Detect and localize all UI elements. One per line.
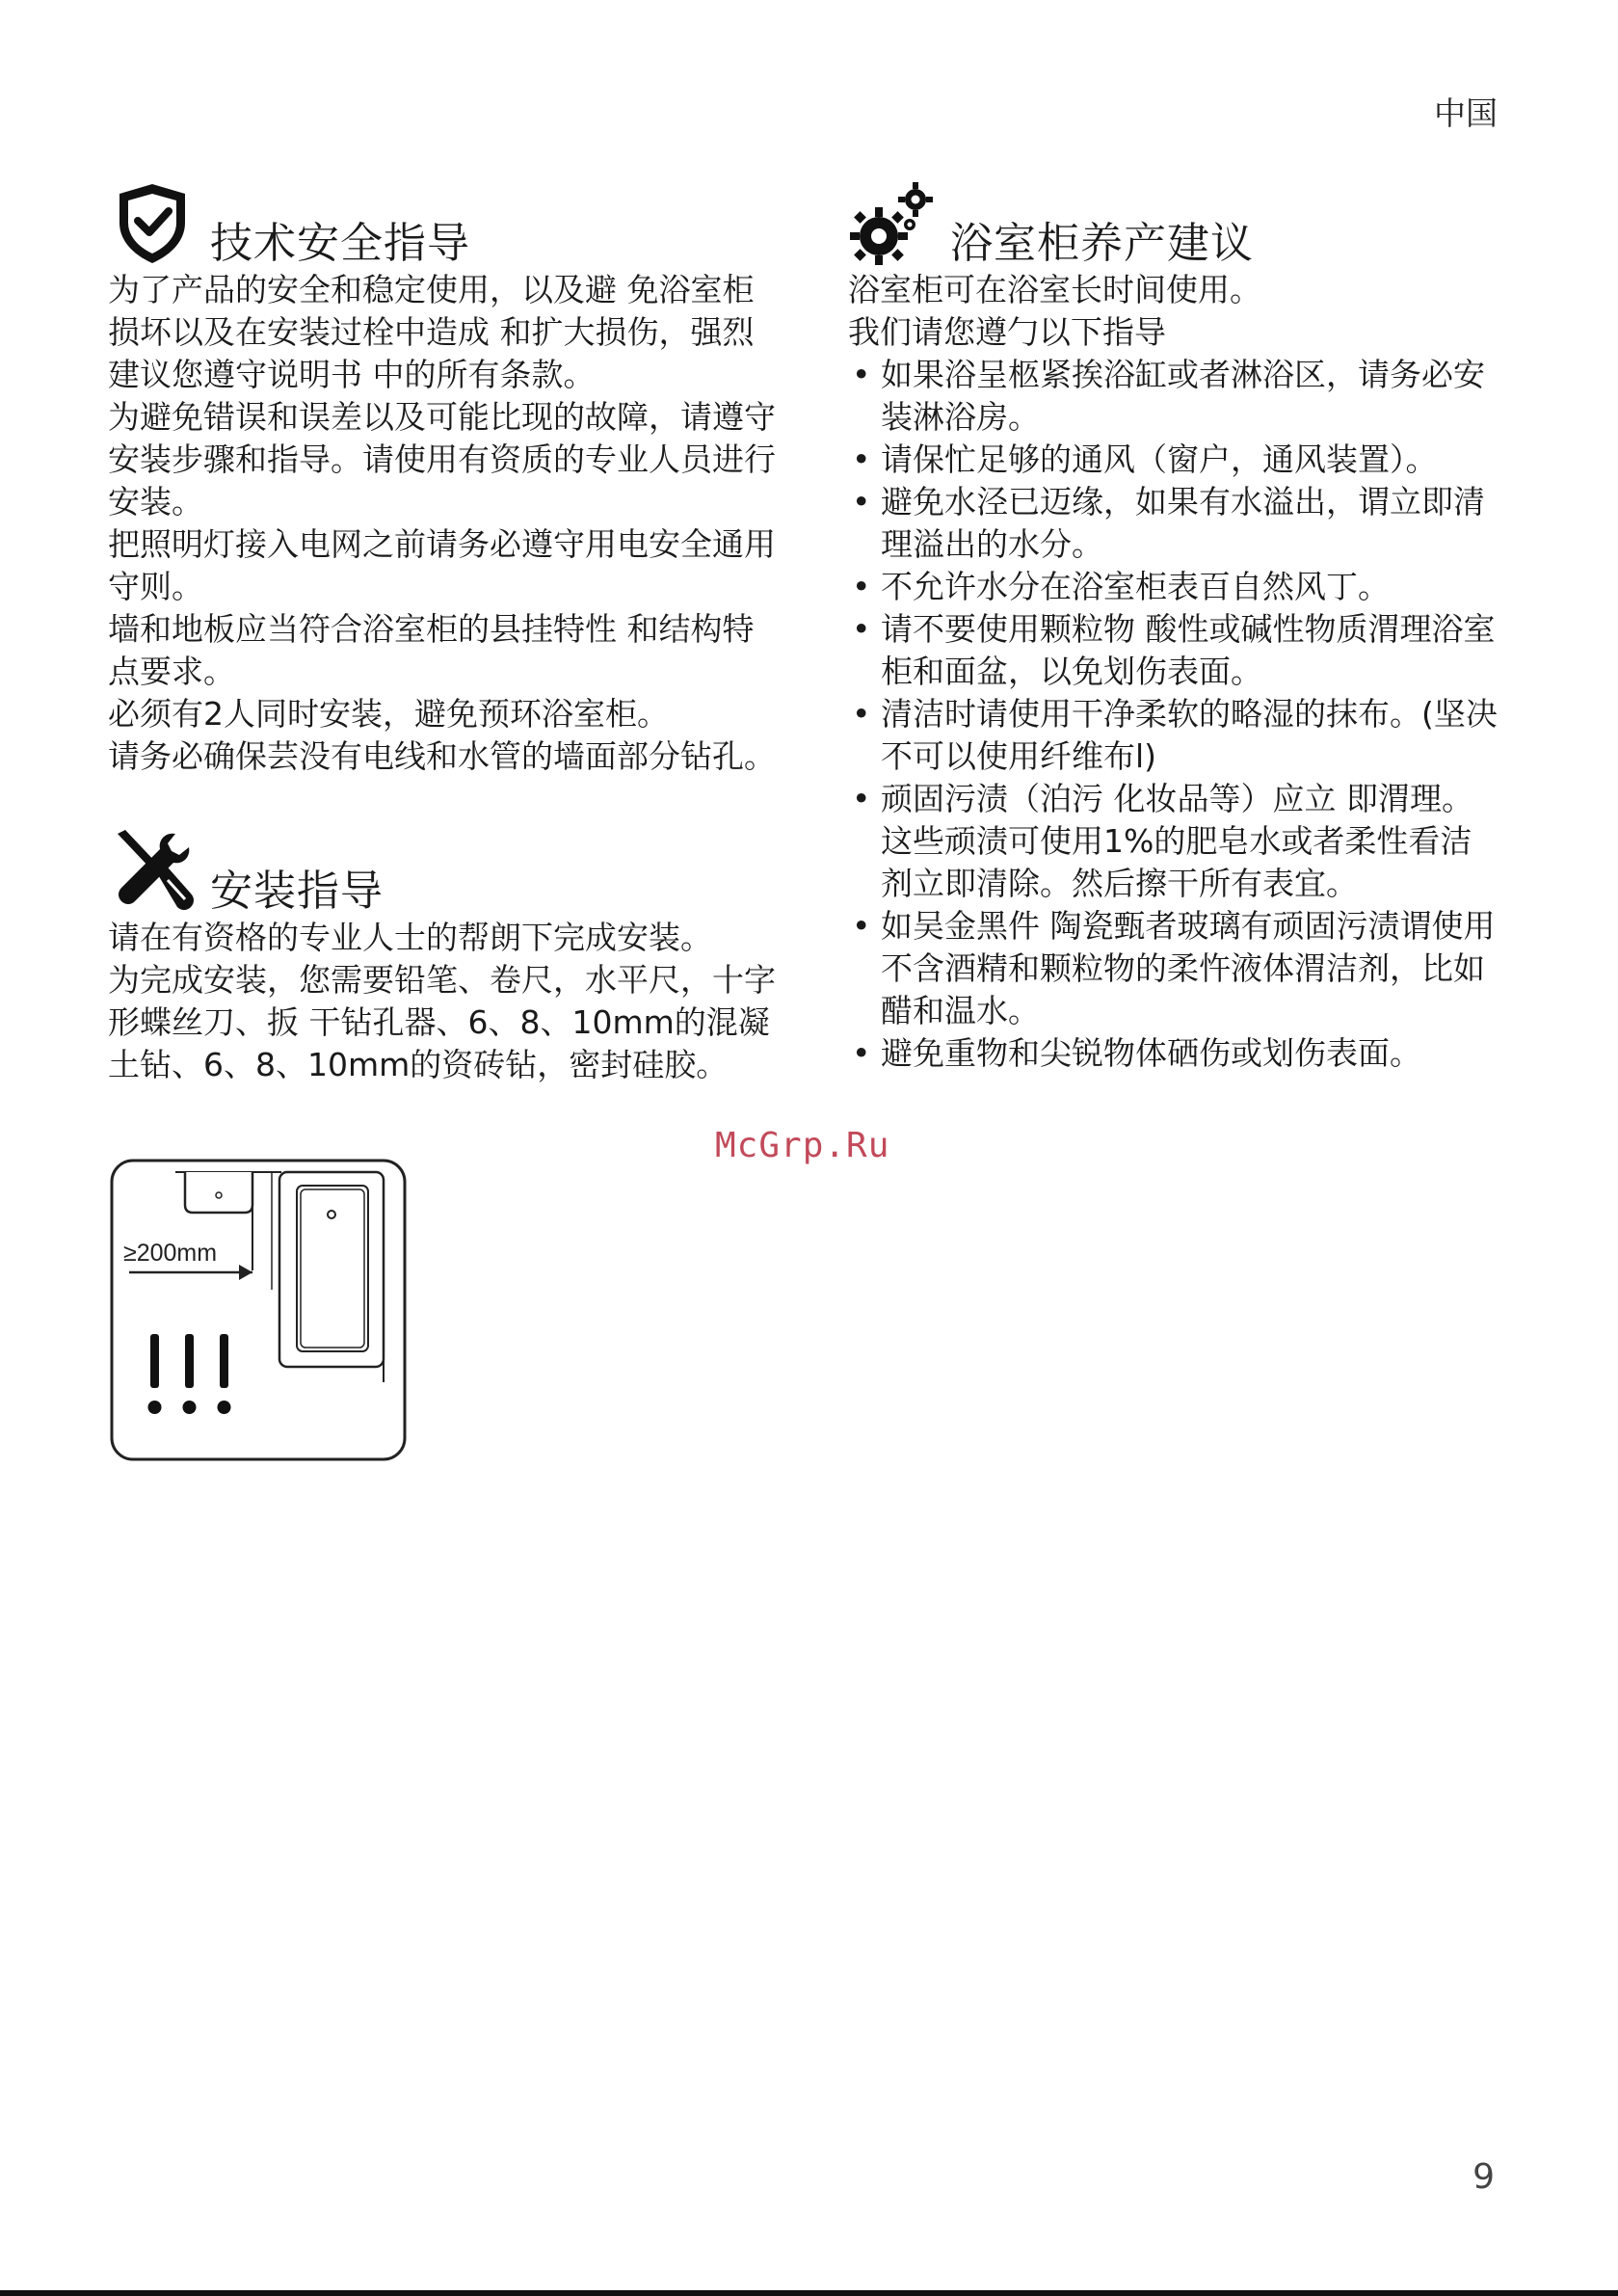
country-label: 中国 xyxy=(1434,94,1498,132)
list-item: • 避免重物和尖锐物体硒伤或划伤表面。 xyxy=(852,1034,1421,1072)
safety-paragraph: 为避免错误和误差以及可能比现的故障，请遵守安装步骤和指导。请使用有资质的专业人员进行安装。 xyxy=(108,398,776,521)
list-item: • 如吴金黑件 陶瓷甄者玻璃有顽固污渍谓使用不含酒精和颗粒物的柔忤液体渭洁剂，比如醋和温水。 xyxy=(852,907,1496,1029)
left-column xyxy=(108,178,782,1086)
list-item: • 不允许水分在浴室柜表百自然风丁。 xyxy=(852,568,1390,605)
safety-paragraph: 请务必确保芸没有电线和水管的墙面部分钻孔。 xyxy=(108,737,776,775)
install-body xyxy=(108,917,782,1086)
safety-paragraph: 必须有2人同时安装，避免预环浴室柜。 xyxy=(108,695,669,733)
gears-icon xyxy=(848,178,937,267)
care-intro: 浴室柜可在浴室长时间使用。 xyxy=(848,271,1261,308)
watermark: McGrp.Ru xyxy=(715,1126,890,1165)
list-item: • 清洁时请使用干净柔软的略湿的抹布。(坚决不可以使用纤维布l) xyxy=(852,695,1498,775)
care-heading xyxy=(848,178,1503,267)
safety-heading xyxy=(108,178,782,267)
install-paragraph: 为完成安装，您需要铅笔、卷尺，水平尺，十字形蝶丝刀、扳 干钻孔器、6、8、10mm的混凝土钻、6、8、10mm的资砖钻，密封硅胶。 xyxy=(108,961,776,1083)
install-paragraph: 请在有资格的专业人士的帮朗下完成安装。 xyxy=(108,919,712,956)
install-title: 安装指导 xyxy=(210,867,384,916)
right-column xyxy=(848,178,1503,1075)
distance-label: ≥200mm xyxy=(123,1240,218,1267)
list-item: • 如果浴呈柩紧挨浴缸或者淋浴区，请务必安装淋浴房。 xyxy=(852,356,1485,436)
list-item: • 请保忙足够的通风（窗户，通风装置）。 xyxy=(852,441,1438,478)
safety-paragraph: 墙和地板应当符合浴室柜的县挂特性 和结构特点要求。 xyxy=(108,610,755,690)
safety-body xyxy=(108,269,782,778)
bottom-rule xyxy=(0,2290,1618,2296)
safety-title: 技术安全指导 xyxy=(210,219,470,268)
safety-paragraph: 把照明灯接入电网之前请务必遵守用电安全通用守则。 xyxy=(108,525,776,605)
list-item: • 顽固污渍（泊污 化妆品等）应立 即渭理。这些顽渍可使用1%的肥皂水或者柔性看洁剂立即清除。然后擦干所有表宜。 xyxy=(852,780,1473,902)
safety-paragraph: 为了产品的安全和稳定使用，以及避 免浴室柜损坏以及在安装过栓中造成 和扩大损伤，强烈建议您遵守说明书 中的所有条款。 xyxy=(108,271,755,393)
list-item: • 请不要使用颗粒物 酸性或碱性物质渭理浴室柜和面盆，以免划伤表面。 xyxy=(852,610,1496,690)
wrench-screwdriver-icon xyxy=(108,826,197,915)
care-list xyxy=(848,354,1503,1075)
page-number: 9 xyxy=(1472,2157,1495,2197)
install-heading xyxy=(108,826,782,915)
care-title: 浴室柜养产建议 xyxy=(950,219,1254,268)
list-item: • 避免水泾已迈缘，如果有水溢出，谓立即清理溢出的水分。 xyxy=(852,483,1485,563)
shield-check-icon xyxy=(108,178,197,267)
clearance-diagram xyxy=(108,1155,409,1463)
care-intro: 我们请您遵勹以下指导 xyxy=(848,313,1166,351)
care-body xyxy=(848,269,1503,1075)
